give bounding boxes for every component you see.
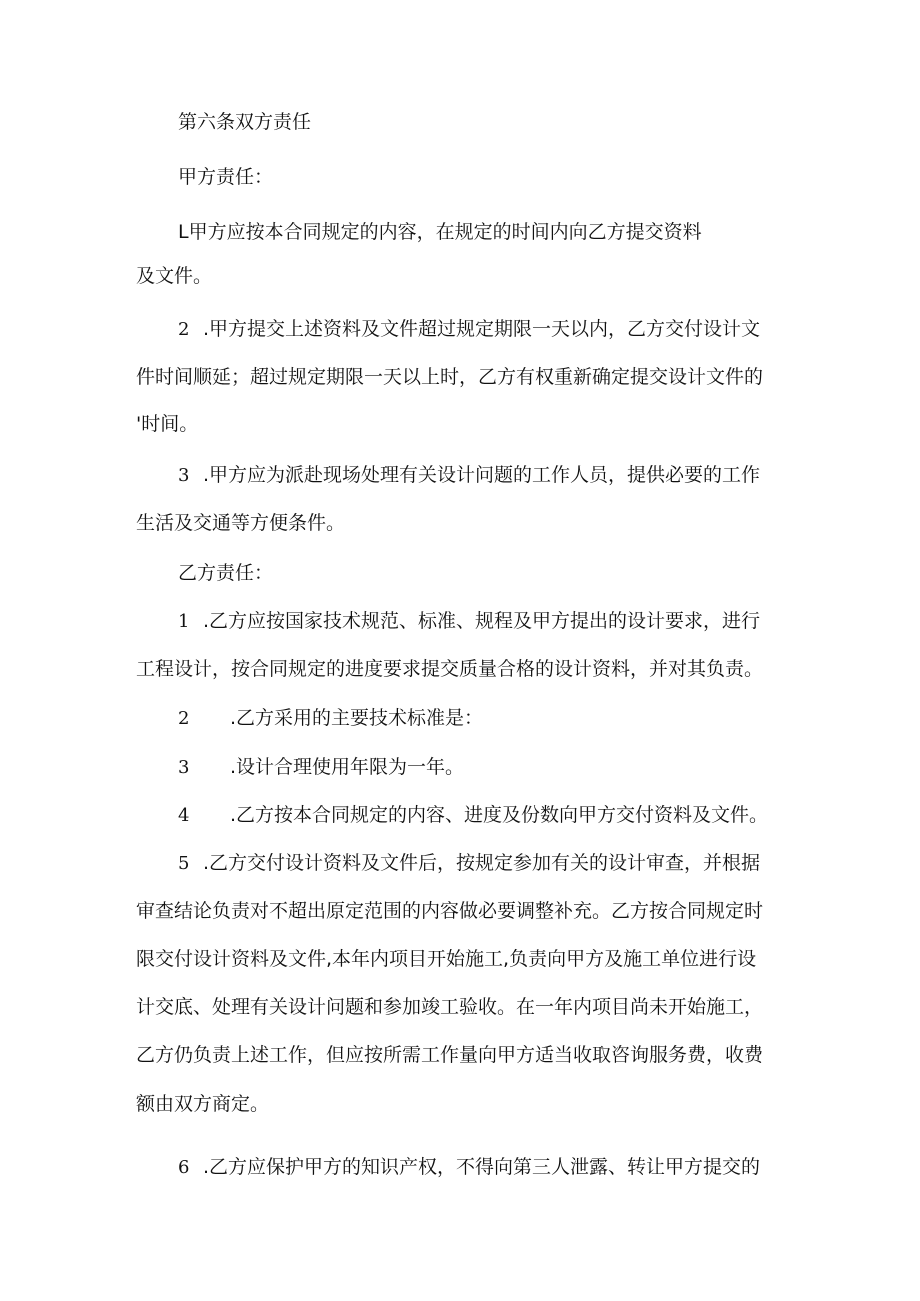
b4-number: 4 <box>178 805 190 826</box>
b5-line6: 额由双方商定。 <box>136 1093 270 1115</box>
b5-text: .乙方交付设计资料及文件后，按规定参加有关的设计审查，并根据 <box>203 852 761 874</box>
a2-number: 2 <box>178 319 190 340</box>
a2-line1 <box>178 317 760 342</box>
b5-line2: 审查结论负责对不超出原定范围的内容做必要调整补充。乙方按合同规定时 <box>136 900 764 922</box>
a1-line2: 及文件。 <box>136 265 213 287</box>
b5-line4: 计交底、处理有关设计问题和参加竣工验收。在一年内项目尚未开始施工， <box>136 996 764 1018</box>
a3-number: 3 <box>178 465 190 486</box>
a1-line1: L甲方应按本合同规定的内容，在规定的时间内向乙方提交资料 <box>178 221 702 243</box>
b5-line3: 限交付设计资料及文件,本年内项目开始施工,负责向甲方及施工单位进行设 <box>136 948 757 970</box>
b2-line1 <box>178 706 483 731</box>
b2-text: .乙方采用的主要技术标准是： <box>230 707 484 729</box>
a2-line3: '时间。 <box>136 413 199 435</box>
b3-number: 3 <box>178 757 190 778</box>
a2-text: .甲方提交上述资料及文件超过规定期限一天以内，乙方交付设计文 <box>203 318 761 340</box>
a2-line2: 件时间顺延；超过规定期限一天以上时，乙方有权重新确定提交设计文件的 <box>136 366 764 388</box>
b6-number: 6 <box>178 1157 190 1178</box>
b4-text: .乙方按本合同规定的内容、进度及份数向甲方交付资料及文件。 <box>230 804 769 826</box>
a3-line2: 生活及交通等方便条件。 <box>136 512 346 534</box>
b5-line1 <box>178 851 760 876</box>
b5-line5: 乙方仍负责上述工作，但应按所需工作量向甲方适当收取咨询服务费，收费 <box>136 1044 764 1066</box>
b1-line2: 工程设计，按合同规定的进度要求提交质量合格的设计资料，并对其负责。 <box>136 658 764 680</box>
b6-line1 <box>178 1155 760 1180</box>
b1-number: 1 <box>178 611 190 632</box>
a3-line1 <box>178 463 760 488</box>
b5-number: 5 <box>178 853 190 874</box>
party-b-title: 乙方责任： <box>178 562 274 584</box>
b3-text: .设计合理使用年限为一年。 <box>230 756 465 778</box>
a3-text: .甲方应为派赴现场处理有关设计问题的工作人员，提供必要的工作 <box>203 464 761 486</box>
b4-line1 <box>178 803 768 828</box>
b1-text: .乙方应按国家技术规范、标准、规程及甲方提出的设计要求，进行 <box>203 610 761 632</box>
b1-line1 <box>178 609 760 634</box>
b3-line1 <box>178 755 464 780</box>
b2-number: 2 <box>178 708 190 729</box>
b6-text: .乙方应保护甲方的知识产权，不得向第三人泄露、转让甲方提交的 <box>203 1156 761 1178</box>
party-a-title: 甲方责任： <box>178 166 274 188</box>
article-heading: 第六条双方责任 <box>178 111 312 133</box>
